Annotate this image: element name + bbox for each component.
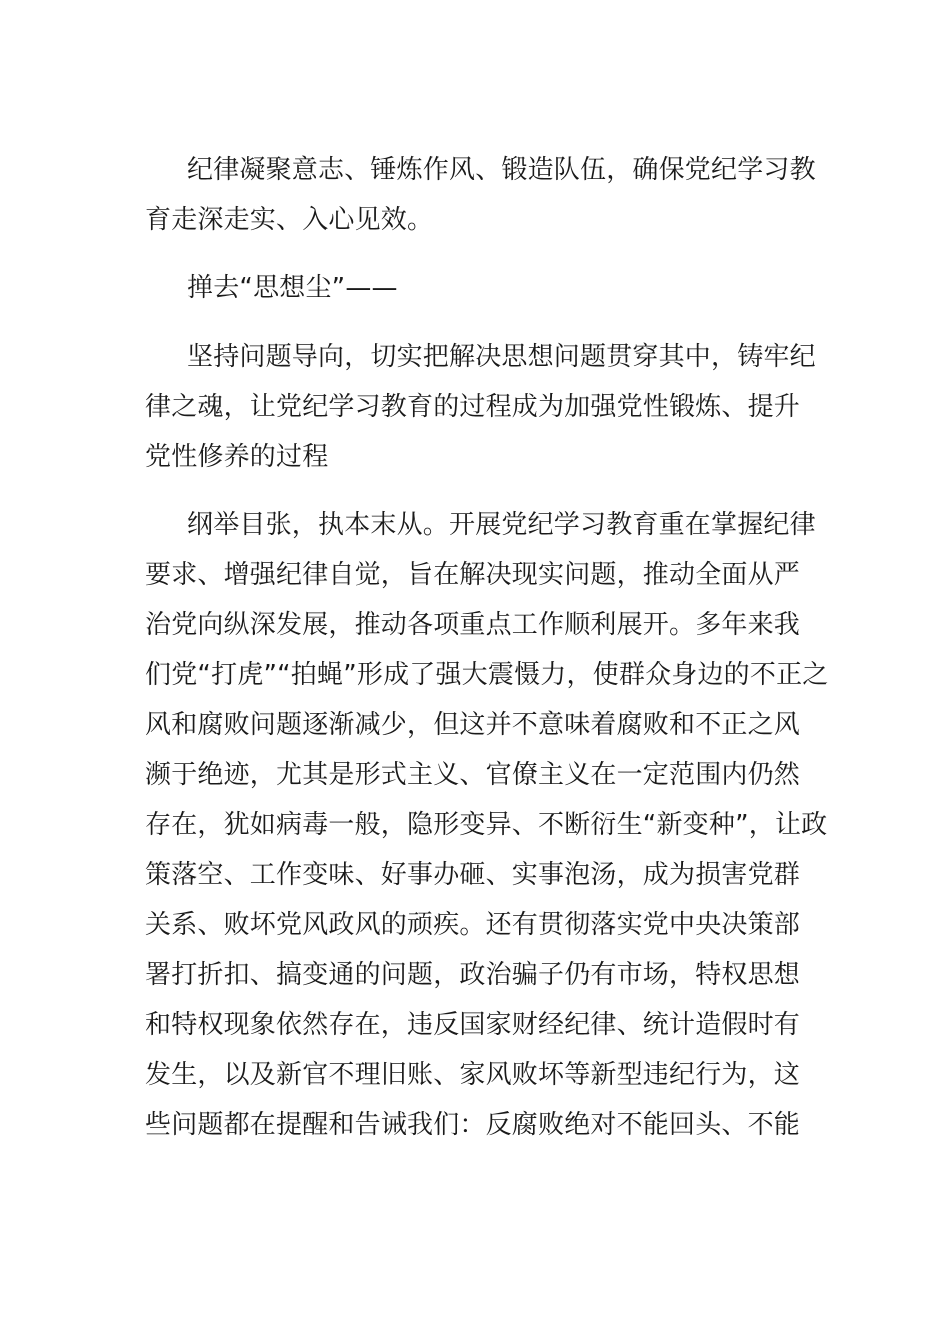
paragraph-2-heading: 掸去“思想尘”—— <box>187 273 398 303</box>
paragraph-3-line-3: 党性修养的过程 <box>145 442 329 472</box>
paragraph-1-line-1: 纪律凝聚意志、锤炼作风、锻造队伍，确保党纪学习教 <box>187 155 816 185</box>
paragraph-4-line-1: 纲举目张，执本末从。开展党纪学习教育重在掌握纪律 <box>187 510 816 540</box>
paragraph-4-line-10: 署打折扣、搞变通的问题，政治骗子仍有市场，特权思想 <box>145 960 801 990</box>
paragraph-4-line-7: 存在，犹如病毒一般，隐形变异、不断衍生“新变种”，让政 <box>145 810 828 840</box>
paragraph-4-line-8: 策落空、工作变味、好事办砸、实事泡汤，成为损害党群 <box>145 860 801 890</box>
paragraph-4-line-2: 要求、增强纪律自觉，旨在解决现实问题，推动全面从严 <box>145 560 801 590</box>
paragraph-3-line-1: 坚持问题导向，切实把解决思想问题贯穿其中，铸牢纪 <box>187 342 816 372</box>
paragraph-4-line-3: 治党向纵深发展，推动各项重点工作顺利展开。多年来我 <box>145 610 801 640</box>
paragraph-4-line-5: 风和腐败问题逐渐减少，但这并不意味着腐败和不正之风 <box>145 710 801 740</box>
paragraph-4-line-6: 濒于绝迹，尤其是形式主义、官僚主义在一定范围内仍然 <box>145 760 801 790</box>
paragraph-4-line-4: 们党“打虎”“拍蝇”形成了强大震慑力，使群众身边的不正之 <box>145 660 829 690</box>
paragraph-4-line-13: 些问题都在提醒和告诫我们：反腐败绝对不能回头、不能 <box>145 1110 801 1140</box>
paragraph-4-line-12: 发生，以及新官不理旧账、家风败坏等新型违纪行为，这 <box>145 1060 801 1090</box>
paragraph-1-line-2: 育走深走实、入心见效。 <box>145 205 434 235</box>
paragraph-3-line-2: 律之魂，让党纪学习教育的过程成为加强党性锻炼、提升 <box>145 392 801 422</box>
paragraph-4-line-11: 和特权现象依然存在，违反国家财经纪律、统计造假时有 <box>145 1010 801 1040</box>
paragraph-4-line-9: 关系、败坏党风政风的顽疾。还有贯彻落实党中央决策部 <box>145 910 801 940</box>
